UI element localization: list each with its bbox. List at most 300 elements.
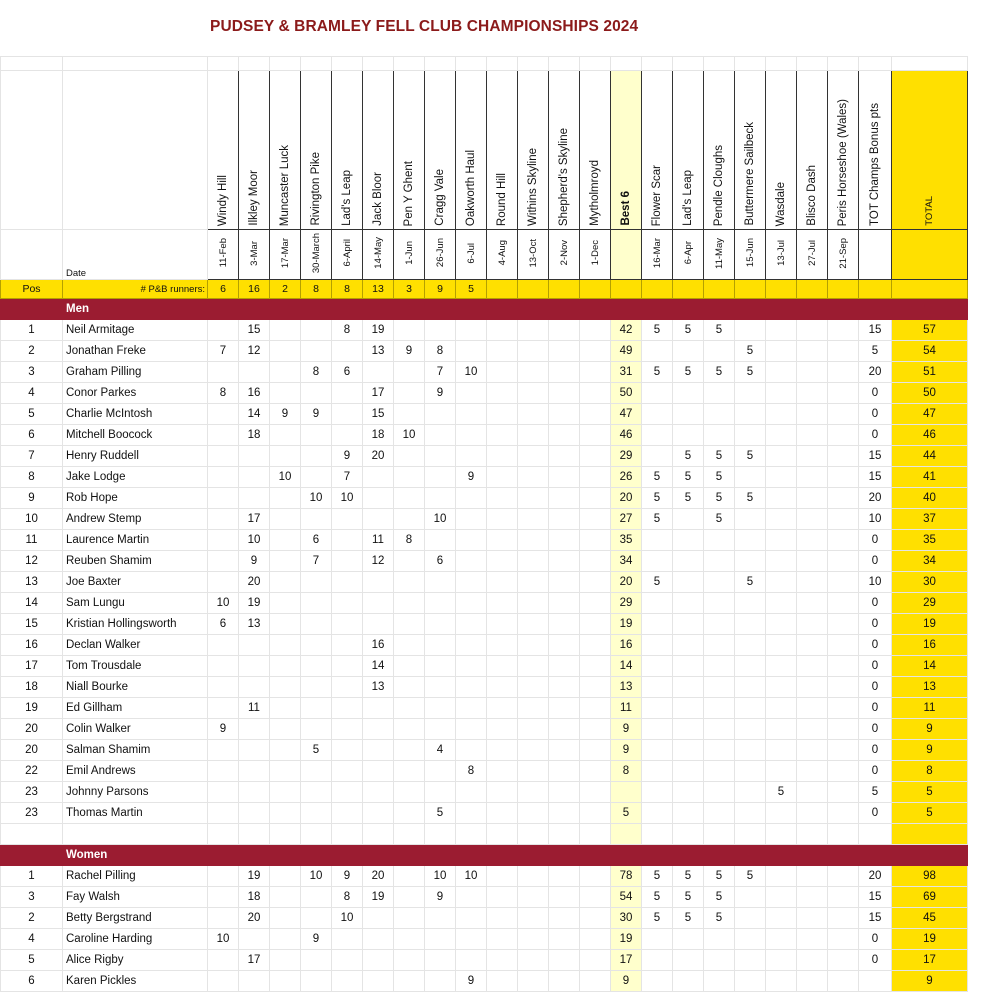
score-cell bbox=[425, 446, 456, 467]
score-cell bbox=[425, 425, 456, 446]
score-cell bbox=[394, 761, 425, 782]
sheet-cell bbox=[549, 845, 580, 866]
score-cell bbox=[828, 404, 859, 425]
runner-name: Rob Hope bbox=[63, 488, 208, 509]
score-cell bbox=[518, 635, 549, 656]
score-cell bbox=[239, 740, 270, 761]
score-cell bbox=[301, 950, 332, 971]
score-cell bbox=[394, 635, 425, 656]
position-cell: 19 bbox=[1, 698, 63, 719]
score-cell bbox=[518, 677, 549, 698]
score-cell bbox=[797, 719, 828, 740]
table-row bbox=[1, 551, 968, 572]
sheet-cell bbox=[332, 824, 363, 845]
score-cell bbox=[797, 698, 828, 719]
race-name-header bbox=[239, 71, 270, 230]
sheet-cell bbox=[518, 824, 549, 845]
sheet-cell bbox=[332, 57, 363, 71]
runner-name: Tom Trousdale bbox=[63, 656, 208, 677]
score-cell bbox=[735, 593, 766, 614]
best-six-cell: 9 bbox=[611, 740, 642, 761]
position-cell: 13 bbox=[1, 572, 63, 593]
score-cell: 5 bbox=[642, 320, 673, 341]
score-cell: 5 bbox=[704, 488, 735, 509]
score-cell bbox=[580, 341, 611, 362]
score-cell bbox=[704, 383, 735, 404]
score-cell bbox=[456, 929, 487, 950]
score-cell bbox=[518, 404, 549, 425]
score-cell bbox=[766, 362, 797, 383]
position-cell: 5 bbox=[1, 950, 63, 971]
sheet-cell bbox=[270, 299, 301, 320]
race-date bbox=[611, 230, 642, 280]
score-cell bbox=[425, 614, 456, 635]
score-cell: 9 bbox=[270, 404, 301, 425]
score-cell bbox=[332, 698, 363, 719]
race-name: Flower Scar bbox=[651, 164, 663, 226]
race-date-text: 2-Nov bbox=[558, 240, 570, 266]
score-cell bbox=[735, 761, 766, 782]
score-cell bbox=[828, 887, 859, 908]
race-date-text: 27-Jul bbox=[806, 240, 818, 266]
sheet-cell bbox=[580, 824, 611, 845]
score-cell: 8 bbox=[301, 362, 332, 383]
score-cell bbox=[456, 425, 487, 446]
score-cell bbox=[704, 950, 735, 971]
score-cell bbox=[549, 887, 580, 908]
sheet-cell bbox=[673, 845, 704, 866]
score-cell: 14 bbox=[363, 656, 394, 677]
table-row bbox=[1, 446, 968, 467]
score-cell bbox=[363, 950, 394, 971]
score-cell: 5 bbox=[704, 509, 735, 530]
race-name-header bbox=[766, 71, 797, 230]
score-cell: 5 bbox=[673, 362, 704, 383]
sheet-cell bbox=[892, 299, 968, 320]
score-cell bbox=[642, 530, 673, 551]
score-cell bbox=[208, 572, 239, 593]
race-date-text: 15-Jun bbox=[744, 238, 756, 268]
score-cell bbox=[580, 446, 611, 467]
sheet-cell bbox=[239, 299, 270, 320]
runner-name: Ed Gillham bbox=[63, 698, 208, 719]
score-cell bbox=[673, 383, 704, 404]
score-cell bbox=[797, 383, 828, 404]
score-cell bbox=[642, 635, 673, 656]
score-cell: 8 bbox=[332, 887, 363, 908]
score-cell bbox=[208, 740, 239, 761]
score-cell bbox=[239, 803, 270, 824]
total-cell: 13 bbox=[892, 677, 968, 698]
score-cell bbox=[456, 551, 487, 572]
score-cell bbox=[301, 761, 332, 782]
score-cell bbox=[518, 614, 549, 635]
score-cell bbox=[549, 950, 580, 971]
score-cell: 9 bbox=[301, 929, 332, 950]
sheet-cell bbox=[549, 57, 580, 71]
bonus-cell: 0 bbox=[859, 803, 892, 824]
sheet-cell bbox=[611, 57, 642, 71]
score-cell: 5 bbox=[642, 572, 673, 593]
race-date bbox=[673, 230, 704, 280]
score-cell bbox=[549, 971, 580, 992]
race-name: Muncaster Luck bbox=[279, 144, 291, 226]
race-date-text: 6-Apr bbox=[682, 241, 694, 265]
runners-count bbox=[580, 280, 611, 299]
bonus-cell: 0 bbox=[859, 761, 892, 782]
race-date bbox=[363, 230, 394, 280]
best-six-cell: 19 bbox=[611, 614, 642, 635]
race-date-text: 1-Jun bbox=[403, 241, 415, 265]
sheet-cell bbox=[425, 845, 456, 866]
sheet-cell bbox=[487, 57, 518, 71]
score-cell bbox=[518, 425, 549, 446]
sheet-cell bbox=[394, 299, 425, 320]
score-cell: 6 bbox=[332, 362, 363, 383]
race-name: Blisco Dash bbox=[806, 165, 818, 226]
race-date bbox=[797, 230, 828, 280]
score-cell: 5 bbox=[673, 866, 704, 887]
score-cell: 8 bbox=[394, 530, 425, 551]
score-cell bbox=[518, 551, 549, 572]
race-name-header bbox=[301, 71, 332, 230]
score-cell: 16 bbox=[239, 383, 270, 404]
score-cell bbox=[673, 656, 704, 677]
score-cell bbox=[580, 383, 611, 404]
score-cell bbox=[332, 614, 363, 635]
score-cell bbox=[673, 698, 704, 719]
bonus-cell: 20 bbox=[859, 488, 892, 509]
score-cell bbox=[828, 614, 859, 635]
position-cell: 15 bbox=[1, 614, 63, 635]
score-cell bbox=[828, 509, 859, 530]
runners-count: 5 bbox=[456, 280, 487, 299]
race-date bbox=[580, 230, 611, 280]
race-date bbox=[735, 230, 766, 280]
total-cell: 46 bbox=[892, 425, 968, 446]
race-date bbox=[766, 230, 797, 280]
score-cell bbox=[239, 362, 270, 383]
race-name: Cragg Vale bbox=[434, 169, 446, 226]
race-date-text: 16-Mar bbox=[651, 237, 663, 269]
score-cell: 13 bbox=[363, 341, 394, 362]
score-cell bbox=[301, 908, 332, 929]
score-cell bbox=[797, 803, 828, 824]
score-cell bbox=[766, 866, 797, 887]
score-cell bbox=[704, 530, 735, 551]
race-name: Buttermere Sailbeck bbox=[744, 122, 756, 226]
score-cell bbox=[270, 761, 301, 782]
sheet-cell bbox=[208, 57, 239, 71]
score-cell bbox=[456, 656, 487, 677]
score-cell bbox=[518, 530, 549, 551]
score-cell bbox=[270, 383, 301, 404]
runner-name: Conor Parkes bbox=[63, 383, 208, 404]
score-cell bbox=[301, 572, 332, 593]
sheet-cell bbox=[580, 299, 611, 320]
score-cell bbox=[394, 740, 425, 761]
score-cell bbox=[425, 782, 456, 803]
total-cell: 11 bbox=[892, 698, 968, 719]
score-cell bbox=[766, 929, 797, 950]
score-cell bbox=[549, 551, 580, 572]
score-cell: 17 bbox=[239, 509, 270, 530]
score-cell bbox=[208, 782, 239, 803]
score-cell bbox=[456, 887, 487, 908]
score-cell bbox=[363, 572, 394, 593]
position-cell: 12 bbox=[1, 551, 63, 572]
score-cell: 10 bbox=[332, 488, 363, 509]
race-date-text: 30-March bbox=[310, 232, 322, 274]
best-six-cell: 50 bbox=[611, 383, 642, 404]
score-cell bbox=[580, 509, 611, 530]
sheet-cell bbox=[797, 57, 828, 71]
sheet-cell bbox=[735, 299, 766, 320]
score-cell: 8 bbox=[208, 383, 239, 404]
sheet-cell bbox=[1, 230, 63, 280]
score-cell bbox=[828, 740, 859, 761]
score-cell bbox=[270, 656, 301, 677]
best-six-cell: 49 bbox=[611, 341, 642, 362]
score-cell: 8 bbox=[456, 761, 487, 782]
score-cell: 9 bbox=[208, 719, 239, 740]
score-cell bbox=[332, 782, 363, 803]
score-cell bbox=[394, 929, 425, 950]
sheet-cell bbox=[828, 57, 859, 71]
race-date bbox=[425, 230, 456, 280]
score-cell bbox=[301, 446, 332, 467]
runners-count-row bbox=[1, 280, 968, 299]
race-name-header bbox=[363, 71, 394, 230]
score-cell bbox=[735, 929, 766, 950]
sheet-cell bbox=[456, 845, 487, 866]
score-cell bbox=[549, 425, 580, 446]
championship-table bbox=[0, 56, 968, 992]
sheet-cell bbox=[735, 845, 766, 866]
score-cell bbox=[456, 488, 487, 509]
score-cell bbox=[270, 341, 301, 362]
sheet-cell bbox=[1, 824, 63, 845]
bonus-cell: 0 bbox=[859, 677, 892, 698]
sheet-cell bbox=[301, 57, 332, 71]
best-six-cell: 27 bbox=[611, 509, 642, 530]
score-cell bbox=[797, 593, 828, 614]
score-cell: 5 bbox=[735, 866, 766, 887]
score-cell bbox=[735, 509, 766, 530]
score-cell bbox=[766, 446, 797, 467]
score-cell bbox=[332, 971, 363, 992]
score-cell bbox=[301, 887, 332, 908]
score-cell bbox=[487, 698, 518, 719]
score-cell bbox=[766, 719, 797, 740]
score-cell: 15 bbox=[239, 320, 270, 341]
total-cell: 9 bbox=[892, 740, 968, 761]
score-cell: 10 bbox=[208, 929, 239, 950]
score-cell: 5 bbox=[642, 467, 673, 488]
score-cell bbox=[766, 551, 797, 572]
score-cell bbox=[301, 614, 332, 635]
position-cell: 1 bbox=[1, 320, 63, 341]
score-cell bbox=[828, 761, 859, 782]
score-cell: 5 bbox=[735, 341, 766, 362]
score-cell bbox=[425, 320, 456, 341]
best-six-cell: 54 bbox=[611, 887, 642, 908]
score-cell bbox=[735, 467, 766, 488]
table-row bbox=[1, 866, 968, 887]
score-cell bbox=[642, 971, 673, 992]
score-cell bbox=[797, 530, 828, 551]
score-cell bbox=[208, 530, 239, 551]
score-cell bbox=[270, 320, 301, 341]
table-row bbox=[1, 656, 968, 677]
score-cell bbox=[580, 740, 611, 761]
score-cell bbox=[549, 509, 580, 530]
race-name: Pendle Cloughs bbox=[713, 144, 725, 226]
score-cell bbox=[301, 425, 332, 446]
runner-name: Andrew Stemp bbox=[63, 509, 208, 530]
score-cell bbox=[766, 698, 797, 719]
race-date-text: 13-Oct bbox=[527, 238, 539, 268]
score-cell bbox=[487, 572, 518, 593]
sheet-cell bbox=[1, 57, 63, 71]
table-row bbox=[1, 719, 968, 740]
sheet-cell bbox=[859, 845, 892, 866]
score-cell bbox=[332, 551, 363, 572]
race-name-header bbox=[859, 71, 892, 230]
score-cell bbox=[394, 467, 425, 488]
score-cell bbox=[301, 719, 332, 740]
score-cell: 8 bbox=[425, 341, 456, 362]
score-cell bbox=[797, 950, 828, 971]
score-cell bbox=[549, 320, 580, 341]
score-cell bbox=[487, 446, 518, 467]
score-cell bbox=[487, 509, 518, 530]
score-cell bbox=[549, 908, 580, 929]
score-cell bbox=[642, 446, 673, 467]
sheet-cell bbox=[892, 57, 968, 71]
runners-count bbox=[673, 280, 704, 299]
best-six-cell: 5 bbox=[611, 803, 642, 824]
score-cell bbox=[518, 782, 549, 803]
score-cell bbox=[394, 719, 425, 740]
score-cell bbox=[363, 488, 394, 509]
score-cell bbox=[456, 719, 487, 740]
race-name: Round Hill bbox=[496, 172, 508, 226]
score-cell bbox=[518, 740, 549, 761]
score-cell bbox=[673, 551, 704, 572]
total-cell: 9 bbox=[892, 971, 968, 992]
bonus-cell: 0 bbox=[859, 656, 892, 677]
position-cell: 9 bbox=[1, 488, 63, 509]
score-cell bbox=[518, 866, 549, 887]
score-cell bbox=[301, 320, 332, 341]
runners-count: 8 bbox=[332, 280, 363, 299]
score-cell bbox=[828, 530, 859, 551]
score-cell bbox=[580, 488, 611, 509]
score-cell bbox=[363, 509, 394, 530]
score-cell bbox=[332, 719, 363, 740]
sheet-cell bbox=[301, 824, 332, 845]
sheet-cell bbox=[332, 845, 363, 866]
total-cell: 51 bbox=[892, 362, 968, 383]
runners-count bbox=[766, 280, 797, 299]
score-cell bbox=[580, 761, 611, 782]
best-six-cell: 16 bbox=[611, 635, 642, 656]
score-cell bbox=[580, 719, 611, 740]
sheet-cell bbox=[332, 299, 363, 320]
sheet-cell bbox=[363, 299, 394, 320]
score-cell bbox=[425, 404, 456, 425]
score-cell bbox=[363, 761, 394, 782]
score-cell: 5 bbox=[704, 887, 735, 908]
section-label: Men bbox=[63, 299, 208, 320]
score-cell bbox=[828, 656, 859, 677]
score-cell bbox=[797, 866, 828, 887]
score-cell bbox=[270, 425, 301, 446]
sheet-cell bbox=[394, 824, 425, 845]
race-name: Windy Hill bbox=[217, 174, 229, 226]
table-row bbox=[1, 971, 968, 992]
score-cell: 6 bbox=[425, 551, 456, 572]
score-cell bbox=[301, 971, 332, 992]
score-cell bbox=[580, 950, 611, 971]
runners-count: 6 bbox=[208, 280, 239, 299]
score-cell bbox=[363, 719, 394, 740]
race-date-text: 14-May bbox=[372, 237, 384, 269]
sheet-cell bbox=[518, 299, 549, 320]
score-cell bbox=[704, 929, 735, 950]
score-cell bbox=[642, 425, 673, 446]
score-cell bbox=[549, 782, 580, 803]
score-cell: 19 bbox=[363, 320, 394, 341]
score-cell: 4 bbox=[425, 740, 456, 761]
score-cell bbox=[332, 593, 363, 614]
score-cell bbox=[456, 677, 487, 698]
runners-count bbox=[487, 280, 518, 299]
sheet-cell bbox=[456, 299, 487, 320]
race-date-text: 26-Jun bbox=[434, 238, 446, 268]
score-cell bbox=[487, 362, 518, 383]
bonus-cell: 0 bbox=[859, 425, 892, 446]
score-cell bbox=[673, 614, 704, 635]
score-cell bbox=[301, 635, 332, 656]
race-date bbox=[549, 230, 580, 280]
race-date-text: 11-Feb bbox=[217, 238, 229, 268]
score-cell bbox=[270, 593, 301, 614]
score-cell bbox=[456, 341, 487, 362]
bonus-cell: 0 bbox=[859, 593, 892, 614]
score-cell bbox=[487, 551, 518, 572]
score-cell bbox=[704, 572, 735, 593]
score-cell bbox=[394, 971, 425, 992]
score-cell bbox=[456, 320, 487, 341]
score-cell: 12 bbox=[363, 551, 394, 572]
score-cell bbox=[270, 698, 301, 719]
runners-count bbox=[704, 280, 735, 299]
bonus-cell: 0 bbox=[859, 929, 892, 950]
sheet-cell bbox=[859, 824, 892, 845]
score-cell bbox=[394, 320, 425, 341]
total-cell: 40 bbox=[892, 488, 968, 509]
score-cell bbox=[487, 614, 518, 635]
sheet-cell bbox=[673, 824, 704, 845]
score-cell bbox=[239, 656, 270, 677]
score-cell bbox=[580, 635, 611, 656]
score-cell bbox=[673, 572, 704, 593]
score-cell bbox=[518, 908, 549, 929]
runner-name: Caroline Harding bbox=[63, 929, 208, 950]
score-cell bbox=[239, 719, 270, 740]
